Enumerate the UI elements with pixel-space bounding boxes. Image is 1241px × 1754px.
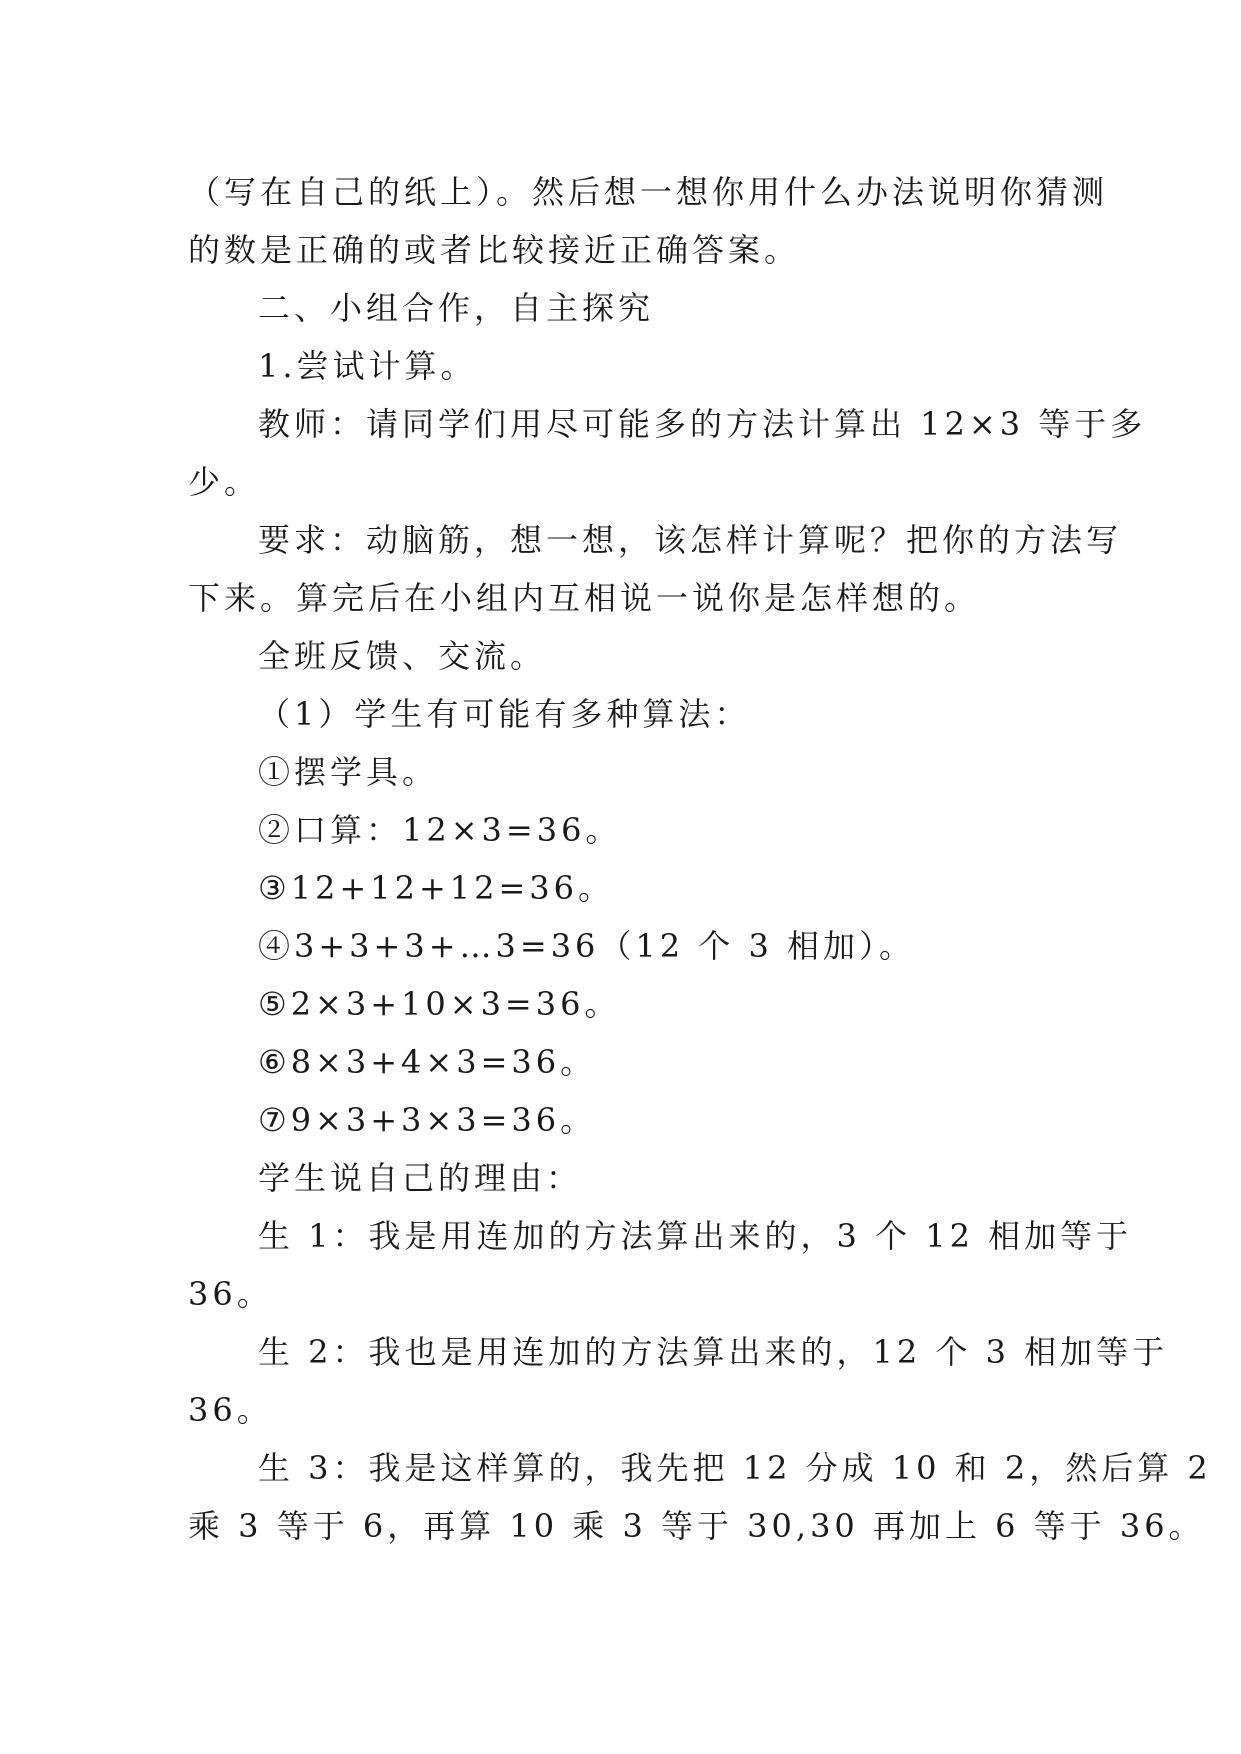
text-line: 学生说自己的理由： (258, 1159, 583, 1197)
text-line: 全班反馈、交流。 (258, 637, 547, 675)
text-line: 要求：动脑筋，想一想，该怎样计算呢？把你的方法写 (258, 521, 1123, 559)
subsection-heading: 1.尝试计算。 (258, 347, 477, 385)
list-item: ③12+12+12=36。 (258, 869, 615, 907)
document-body (188, 163, 1212, 1555)
list-item: ①摆学具。 (258, 753, 439, 791)
text-line: 生 3：我是这样算的，我先把 12 分成 10 和 2，然后算 2 (258, 1449, 1212, 1487)
text-line: （1）学生有可能有多种算法： (258, 695, 751, 733)
text-line: 的数是正确的或者比较接近正确答案。 (188, 231, 801, 269)
text-line: 36。 (188, 1275, 273, 1313)
list-item: ②口算：12×3=36。 (258, 811, 622, 849)
text-line: 教师：请同学们用尽可能多的方法计算出 12×3 等于多 (258, 405, 1147, 443)
text-line: 少。 (188, 463, 261, 501)
list-item: ⑥8×3+4×3=36。 (258, 1043, 597, 1081)
list-item: ⑦9×3+3×3=36。 (258, 1101, 597, 1139)
text-line: （写在自己的纸上）。然后想一想你用什么办法说明你猜测 (188, 173, 1109, 211)
list-item: ④3+3+3+…3=36（12 个 3 相加）。 (258, 927, 916, 965)
text-line: 下来。算完后在小组内互相说一说你是怎样想的。 (188, 579, 981, 617)
text-line: 生 2：我也是用连加的方法算出来的，12 个 3 相加等于 (258, 1333, 1169, 1371)
section-heading: 二、小组合作，自主探究 (258, 289, 655, 327)
text-line: 乘 3 等于 6，再算 10 乘 3 等于 30,30 再加上 6 等于 36。 (188, 1507, 1205, 1545)
text-line: 生 1：我是用连加的方法算出来的，3 个 12 相加等于 (258, 1217, 1133, 1255)
list-item: ⑤2×3+10×3=36。 (258, 985, 621, 1023)
text-line: 36。 (188, 1391, 273, 1429)
